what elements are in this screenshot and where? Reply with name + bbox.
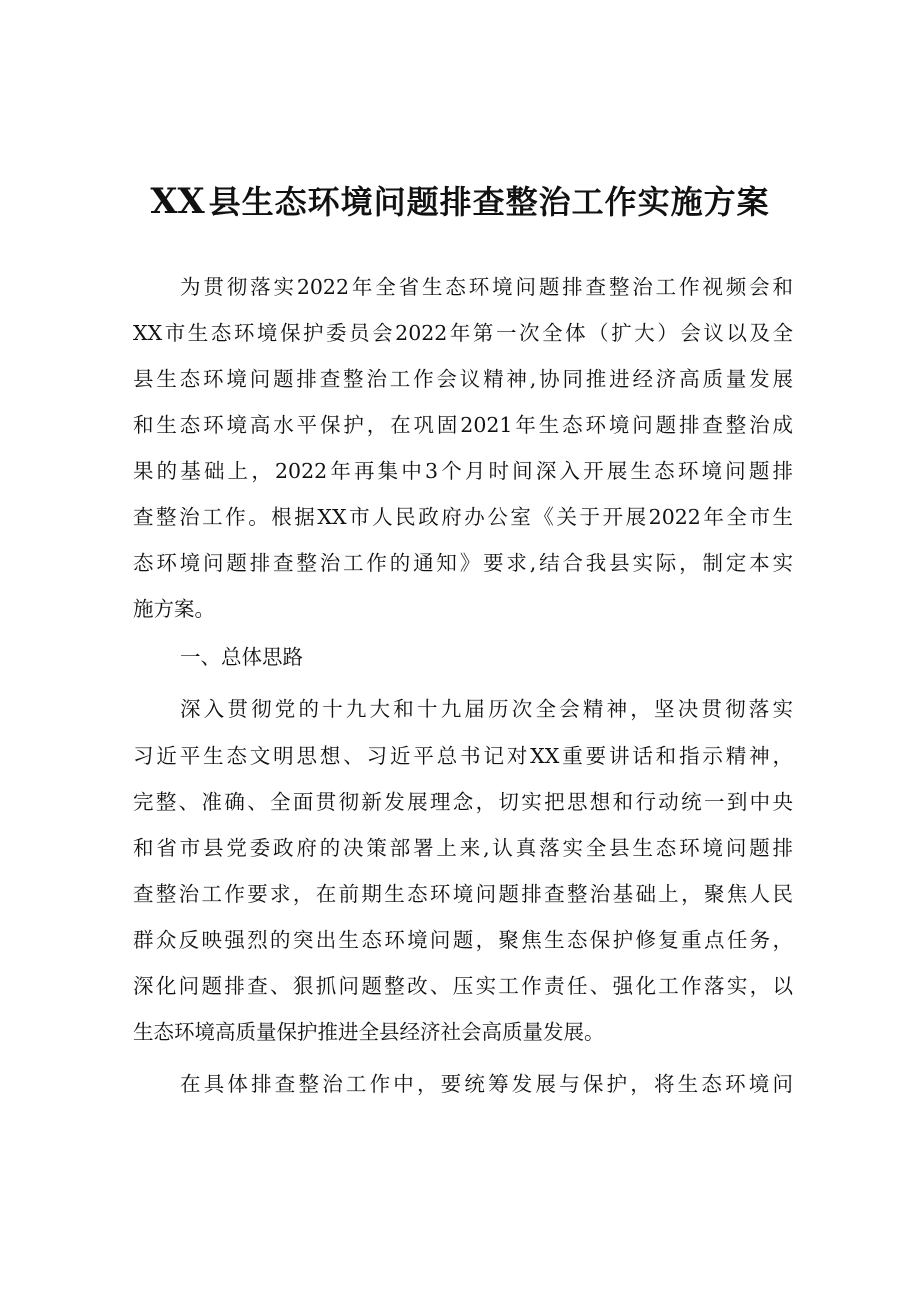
paragraph-line: 深入贯彻党的十九大和十九届历次全会精神，坚决贯彻落实 <box>180 697 793 721</box>
paragraph-line: 县生态环境问题排查整治工作会议精神,协同推进经济高质量发展 <box>133 367 793 391</box>
paragraph-line: 为贯彻落实2022年全省生态环境问题排查整治工作视频会和 <box>180 275 793 299</box>
paragraph-line: 态环境问题排查整治工作的通知》要求,结合我县实际，制定本实 <box>133 551 793 575</box>
paragraph-line: XX市生态环境保护委员会2022年第一次全体（扩大）会议以及全 <box>133 321 793 345</box>
paragraph-line: 群众反映强烈的突出生态环境问题，聚焦生态保护修复重点任务， <box>133 928 793 952</box>
paragraph-line: 和生态环境高水平保护，在巩固2021年生态环境问题排查整治成 <box>133 413 793 437</box>
paragraph-line: 果的基础上，2022年再集中3个月时间深入开展生态环境问题排 <box>133 459 793 483</box>
paragraph-line: 深化问题排查、狠抓问题整改、压实工作责任、强化工作落实，以 <box>133 974 793 998</box>
paragraph-line: 生态环境高质量保护推进全县经济社会高质量发展。 <box>133 1020 605 1044</box>
paragraph-line: 习近平生态文明思想、习近平总书记对XX重要讲话和指示精神， <box>133 744 793 768</box>
title-text: 县生态环境问题排查整治工作实施方案 <box>208 183 770 221</box>
title-prefix: XX <box>150 181 205 222</box>
paragraph-line: 和省市县党委政府的决策部署上来,认真落实全县生态环境问题排 <box>133 836 793 860</box>
section-heading: 一、总体思路 <box>180 645 303 669</box>
paragraph-line: 完整、准确、全面贯彻新发展理念，切实把思想和行动统一到中央 <box>133 790 793 814</box>
paragraph-line: 查整治工作要求，在前期生态环境问题排查整治基础上，聚焦人民 <box>133 882 793 906</box>
document-title <box>0 176 920 228</box>
paragraph-line: 在具体排查整治工作中，要统筹发展与保护，将生态环境问 <box>180 1072 793 1096</box>
paragraph-line: 施方案。 <box>133 597 215 621</box>
paragraph-line: 查整治工作。根据XX市人民政府办公室《关于开展2022年全市生 <box>133 505 793 529</box>
